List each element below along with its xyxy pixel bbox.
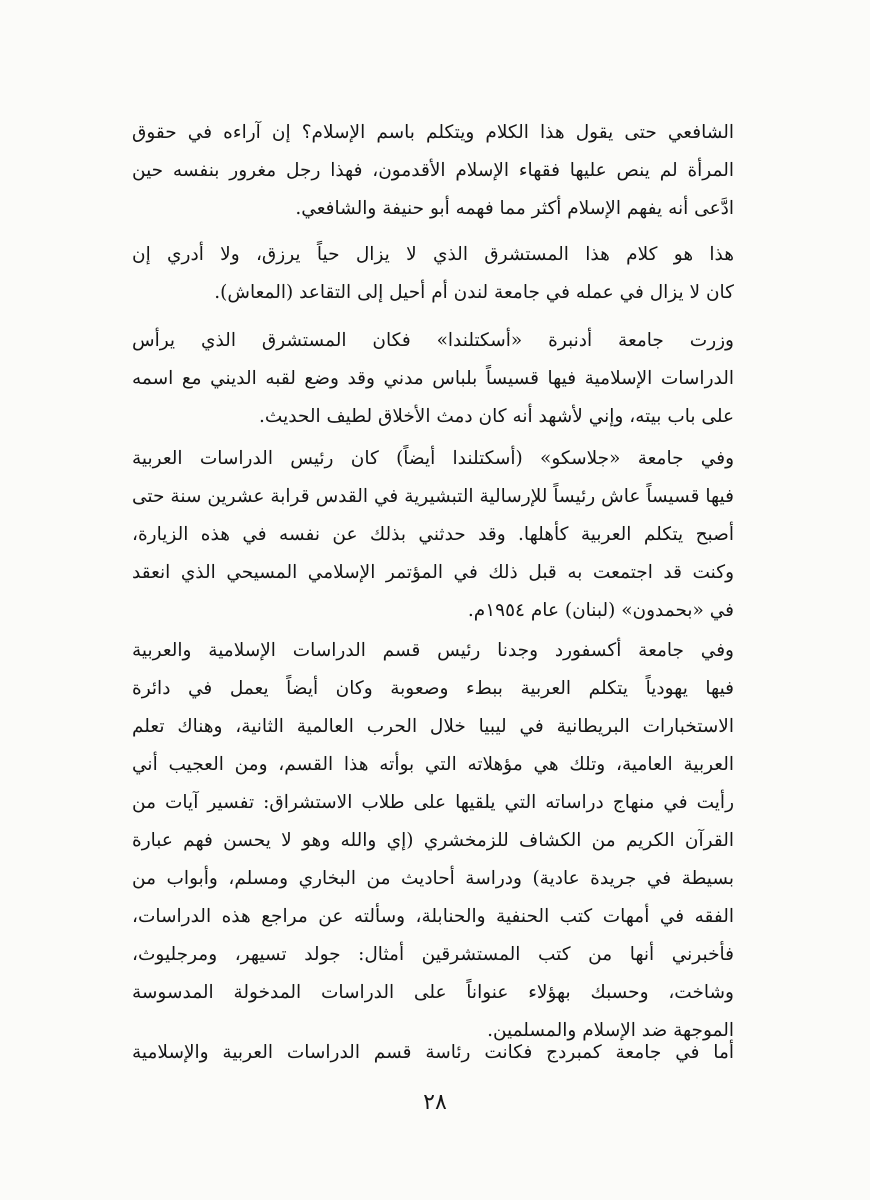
text-line: بسيطة في جريدة عادية) ودراسة أحاديث من البخاري ومسلم، وأبواب من (132, 868, 734, 889)
text-line: فيها يهودياً يتكلم العربية ببطء وصعوبة وكان أيضاً يعمل في دائرة (132, 678, 734, 699)
text-line: الشافعي حتى يقول هذا الكلام ويتكلم باسم الإسلام؟ إن آراءه في حقوق (132, 122, 734, 143)
paragraph-4 (132, 440, 734, 630)
paragraph-2 (132, 236, 734, 312)
paragraph-6 (132, 1034, 734, 1072)
text-line: وشاخت، وحسبك بهؤلاء عنواناً على الدراسات المدخولة المدسوسة (132, 982, 734, 1003)
text-line: ادَّعى أنه يفهم الإسلام أكثر مما فهمه أبو حنيفة والشافعي. (295, 198, 734, 219)
text-line: فيها قسيساً عاش رئيساً للإرسالية التبشيرية في القدس قرابة عشرين سنة حتى (132, 486, 734, 507)
text-line: هذا هو كلام هذا المستشرق الذي لا يزال حياً يرزق، ولا أدري إن (132, 244, 734, 265)
paragraph-3 (132, 322, 734, 436)
text-line: أما في جامعة كمبردج فكانت رئاسة قسم الدراسات العربية والإسلامية (132, 1042, 734, 1063)
text-line: كان لا يزال في عمله في جامعة لندن أم أحيل إلى التقاعد (المعاش). (214, 282, 734, 303)
text-line: الاستخبارات البريطانية في ليبيا خلال الحرب العالمية الثانية، وهناك تعلم (132, 716, 734, 737)
text-line: الفقه في أمهات كتب الحنفية والحنابلة، وسألته عن مراجع هذه الدراسات، (132, 906, 734, 927)
text-line: رأيت في منهاج دراساته التي يلقيها على طلاب الاستشراق: تفسير آيات من (132, 792, 734, 813)
text-line: الدراسات الإسلامية فيها قسيساً بلباس مدني وقد وضع لقبه الديني مع اسمه (132, 368, 734, 389)
text-line: القرآن الكريم من الكشاف للزمخشري (إي والله وهو لا يحسن فهم عبارة (132, 830, 734, 851)
text-line: أصبح يتكلم العربية كأهلها. وقد حدثني بذلك عن نفسه في هذه الزيارة، (132, 524, 734, 545)
paragraph-5 (132, 632, 734, 1050)
text-line: في «بحمدون» (لبنان) عام ١٩٥٤م. (467, 600, 734, 621)
text-line: العربية العامية، وتلك هي مؤهلاته التي بوأته هذا القسم، ومن العجيب أني (132, 754, 734, 775)
text-line: الموجهة ضد الإسلام والمسلمين. (487, 1020, 734, 1041)
text-line: وزرت جامعة أدنبرة «أسكتلندا» فكان المستشرق الذي يرأس (132, 330, 734, 351)
text-line: فأخبرني أنها من كتب المستشرقين أمثال: جولد تسيهر، ومرجليوث، (132, 944, 734, 965)
text-line: وكنت قد اجتمعت به قبل ذلك في المؤتمر الإسلامي المسيحي الذي انعقد (132, 562, 734, 583)
text-line: وفي جامعة «جلاسكو» (أسكتلندا أيضاً) كان رئيس الدراسات العربية (132, 448, 734, 469)
paragraph-1 (132, 114, 734, 228)
text-line: على باب بيته، وإني لأشهد أنه كان دمث الأخلاق لطيف الحديث. (259, 406, 734, 427)
text-line: المرأة لم ينص عليها فقهاء الإسلام الأقدمون، فهذا رجل مغرور بنفسه حين (132, 160, 734, 181)
page-number: ٢٨ (423, 1090, 447, 1115)
text-line: وفي جامعة أكسفورد وجدنا رئيس قسم الدراسات الإسلامية والعربية (132, 640, 734, 661)
